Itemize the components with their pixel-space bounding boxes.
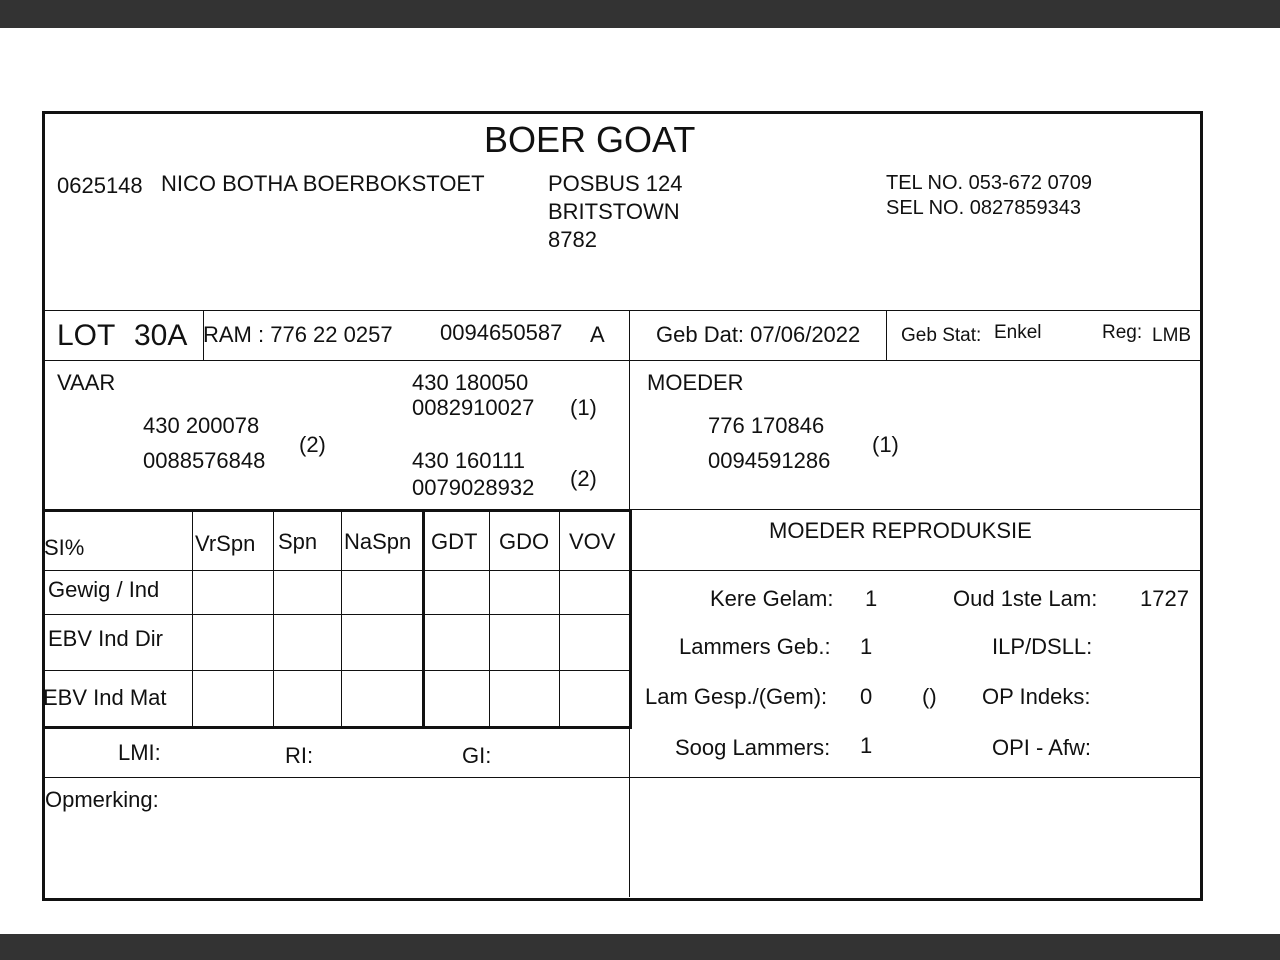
birth-status: Enkel [994, 322, 1042, 343]
sire-id: 0088576848 [143, 448, 266, 473]
table-row-rule-3 [45, 670, 629, 671]
sire-reg: 430 200078 [143, 413, 260, 438]
lot-number: 30A [134, 319, 188, 352]
birth-status-label: Geb Stat: [901, 325, 982, 346]
sire-dam-id: 0079028932 [412, 475, 535, 500]
rule-repro-title [629, 570, 1200, 571]
address-line-2: BRITSTOWN [548, 199, 680, 224]
lam-gesp-average: () [922, 684, 937, 709]
oud-lam-value: 1727 [1140, 586, 1189, 611]
viewer-top-bar [0, 0, 1280, 28]
sire-sire-id: 0082910027 [412, 395, 535, 420]
dam-reg: 776 170846 [708, 413, 825, 438]
ram-number: RAM : 776 22 0257 [203, 322, 393, 347]
soog-lammers-value: 1 [860, 733, 873, 758]
col-header-spn: Spn [278, 529, 318, 554]
col-header-naspn: NaSpn [344, 529, 412, 554]
table-bottom [42, 726, 632, 729]
border-right [1200, 111, 1203, 901]
rule-header [45, 310, 1200, 311]
table-row-rule-1 [45, 570, 629, 571]
breeder-name: NICO BOTHA BOERBOKSTOET [161, 171, 485, 196]
lmi-label: LMI: [118, 740, 161, 765]
rule-center-divider [629, 310, 630, 897]
lammers-value: 1 [860, 634, 873, 659]
telephone: TEL NO. 053-672 0709 [886, 172, 1093, 194]
col-header-gdo: GDO [499, 529, 550, 554]
sire-dam-note: (2) [570, 466, 597, 491]
oud-lam-label: Oud 1ste Lam: [953, 586, 1098, 611]
ilp-dsll-label: ILP/DSLL: [992, 634, 1093, 659]
row-label-gewig: Gewig / Ind [48, 577, 160, 602]
lam-gesp-label: Lam Gesp./(Gem): [645, 684, 828, 709]
kere-gelam-value: 1 [865, 586, 878, 611]
gi-label: GI: [462, 743, 492, 768]
lam-gesp-value: 0 [860, 684, 873, 709]
table-col-rule-4 [489, 512, 490, 726]
reg-value: LMB [1152, 325, 1192, 346]
row-label-ebv-mat: EBV Ind Mat [43, 685, 167, 710]
table-col-rule-3 [341, 512, 342, 726]
dam-note: (1) [872, 432, 899, 457]
table-top [42, 509, 632, 512]
reg-label: Reg: [1102, 322, 1143, 343]
border-top [42, 111, 1203, 114]
dam-id: 0094591286 [708, 448, 831, 473]
dam-label: MOEDER [647, 370, 744, 395]
animal-grade: A [590, 322, 605, 347]
member-number: 0625148 [57, 173, 143, 198]
sale-card [42, 111, 1203, 901]
sire-label: VAAR [57, 370, 116, 395]
remarks-label: Opmerking: [45, 787, 159, 812]
rule-pedigree [629, 509, 1200, 510]
border-bottom [42, 898, 1203, 901]
table-col-rule-5 [559, 512, 560, 726]
birth-date: Geb Dat: 07/06/2022 [656, 322, 861, 347]
col-header-gdt: GDT [431, 529, 478, 554]
rule-geb-divider [886, 310, 887, 360]
card-title: BOER GOAT [484, 119, 696, 160]
rule-indices [45, 777, 1200, 778]
table-corner-label: SI% [44, 535, 85, 560]
row-label-ebv-dir: EBV Ind Dir [48, 626, 163, 651]
opi-afw-label: OPI - Afw: [992, 735, 1092, 760]
sire-sire-reg: 430 180050 [412, 370, 529, 395]
border-left [42, 111, 45, 901]
ri-label: RI: [285, 743, 314, 768]
col-header-vov: VOV [569, 529, 616, 554]
address-line-1: POSBUS 124 [548, 171, 683, 196]
lot-label: LOT [57, 319, 116, 352]
viewer-bottom-bar [0, 934, 1280, 960]
kere-gelam-label: Kere Gelam: [710, 586, 834, 611]
table-mid-divider [422, 509, 425, 729]
op-indeks-label: OP Indeks: [982, 684, 1091, 709]
lammers-label: Lammers Geb.: [679, 634, 831, 659]
rule-lot [45, 360, 1200, 361]
sire-sire-note: (1) [570, 395, 597, 420]
sire-note: (2) [299, 432, 326, 457]
repro-title: MOEDER REPRODUKSIE [769, 518, 1032, 543]
animal-id: 0094650587 [440, 320, 563, 345]
table-row-rule-2 [45, 614, 629, 615]
soog-lammers-label: Soog Lammers: [675, 735, 831, 760]
address-line-3: 8782 [548, 227, 597, 252]
cellphone: SEL NO. 0827859343 [886, 197, 1081, 219]
col-header-vrspn: VrSpn [195, 531, 256, 556]
sire-dam-reg: 430 160111 [412, 448, 525, 473]
table-col-rule-2 [273, 512, 274, 726]
table-col-rule-1 [192, 512, 193, 726]
